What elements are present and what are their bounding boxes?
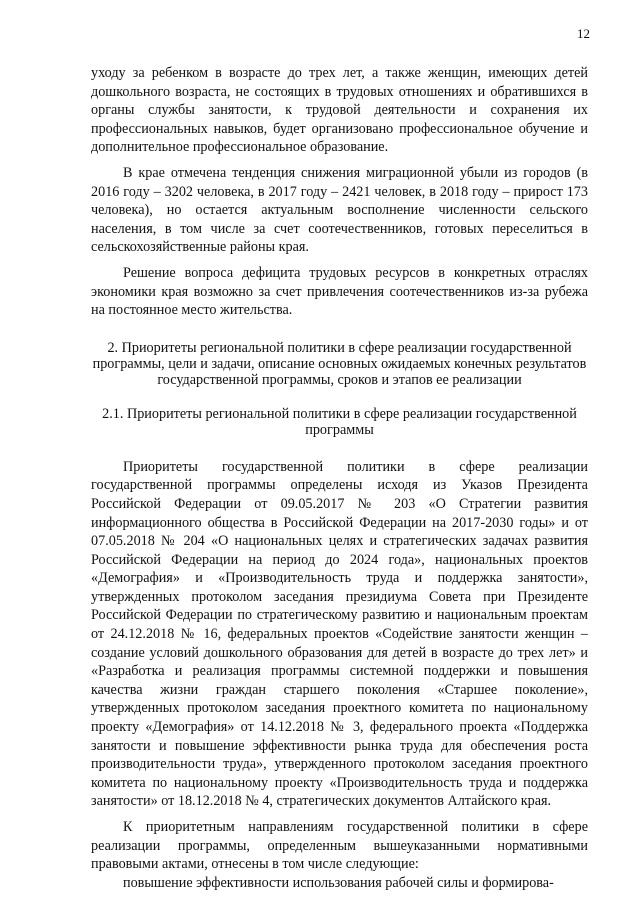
paragraph-priorities: Приоритеты государственной политики в сфере реализации государственной программы определены исходя из Указов Президента Российской Федерации от 09.05.2017 № 203 «О Стратегии развития информационного общества в Российской Федерации на 2017-2030 годы» и от 07.05.2018 № 204 «О национальных целях и стратегических задачах развития Российской Федерации на период до 2024 года», национальных проектов «Демография» и «Производительность труда и поддержка занятости», утвержденных протоколом заседания президиума Совета при Президенте Российской Федерации по стратегическому развитию и национальным проектам от 24.12.2018 № 16, федеральных проектов «Содействие занятости женщин – создание условий дошкольного образования для детей в возрасте до трех лет» и «Разработка и реализация программы системной поддержки и повышения качества жизни граждан старшего поколения «Старшее поколение», утвержденных протоколом заседания проектного комитета по национальному проекту «Демография» от 14.12.2018 № 3, федерального проекта «Поддержка занятости и повышение эффективности рынка труда для обеспечения роста производительности труда», утвержденного протоколом заседания проектного комитета по национальному проекту «Производительность труда и поддержка занятости» от 18.12.2018 № 4, стратегических документов Алтайского края. [91, 458, 588, 810]
paragraph-efficiency: повышение эффективности использования рабочей силы и формирова- [123, 874, 554, 891]
paragraph-directions: К приоритетным направлениям государственной политики в сфере реализации программы, определенным вышеуказанными нормативными правовыми актами, отнесены в том числе следующие: [91, 819, 588, 873]
document-body [91, 64, 588, 892]
subsection-heading: 2.1. Приоритеты региональной политики в сфере реализации государственной программы [102, 405, 577, 438]
page-number: 12 [577, 26, 590, 41]
paragraph-migration: В крае отмечена тенденция снижения миграционной убыли из городов (в 2016 году – 3202 человека, в 2017 году – 2421 человек, в 2018 году – прирост 173 человека), но остается актуальным восполнение численности сельского населения, в том числе за счет соотечественников, готовых переселиться в сельскохозяйственные районы края. [91, 164, 588, 256]
section-heading: 2. Приоритеты региональной политики в сфере реализации государственной программы, цели и задачи, описание основных ожидаемых конечных результатов государственной программы, сроков и этапов ее реализации [92, 339, 587, 388]
paragraph-childcare: уходу за ребенком в возрасте до трех лет, а также женщин, имеющих детей дошкольного возраста, не состоящих в трудовых отношениях и обратившихся в органы службы занятости, к трудовой деятельности и сохранения их профессиональных навыков, будет организовано профессиональное обучение и дополнительное профессиональное образование. [91, 65, 588, 156]
paragraph-labor-deficit: Решение вопроса дефицита трудовых ресурсов в конкретных отраслях экономики края возможно за счет привлечения соотечественников из-за рубежа на постоянное место жительства. [91, 264, 588, 319]
